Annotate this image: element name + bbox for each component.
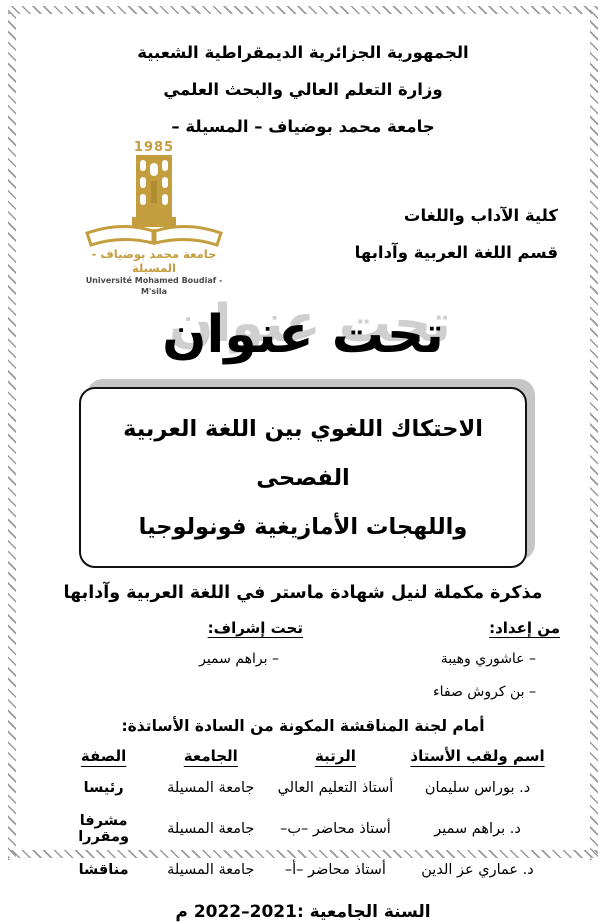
republic-line: الجمهورية الجزائرية الديمقراطية الشعبية [137, 43, 469, 62]
thesis-title-box [79, 387, 527, 568]
logo-year-label: 1985 [133, 140, 175, 155]
member-name: د. بوراس سليمان [424, 779, 531, 796]
logo-faculty-row [46, 140, 560, 296]
thesis-title-line2: واللهجات الأمازيغية فونولوجيا [138, 514, 468, 540]
ministry-line: وزارة التعلم العالي والبحث العلمي [163, 80, 443, 99]
committee-intro: أمام لجنة المناقشة المكونة من السادة الأساتذة: [121, 717, 485, 735]
member-rank: أستاذ محاضر –أ– [284, 861, 386, 878]
page-border-right [590, 8, 598, 860]
member-name: د. براهم سمير [434, 820, 521, 837]
preparation-column [303, 613, 560, 709]
thesis-note: مذكرة مكملة لنيل شهادة ماستر في اللغة العربية وآدابها [63, 583, 543, 603]
col-header-university: الجامعة [183, 747, 238, 765]
student-name: – بن كروش صفاء [433, 684, 536, 700]
committee-header-row [54, 741, 553, 771]
table-row [54, 771, 553, 804]
member-role: مشرفا ومقررا [78, 812, 129, 845]
member-role: رئيسا [83, 779, 124, 796]
member-role: مناقشا [78, 861, 129, 878]
member-university: جامعة المسيلة [167, 820, 255, 837]
member-name: د. عماري عز الدين [421, 861, 534, 878]
supervision-names [46, 643, 303, 676]
student-name: – عاشوري وهيبة [440, 651, 536, 667]
department-line: قسم اللغة العربية وآدابها [354, 243, 558, 262]
supervision-column [46, 613, 303, 709]
under-title-wordart: تحت عنوان [162, 305, 444, 365]
supervisor-name: – براهم سمير [199, 651, 279, 667]
member-university: جامعة المسيلة [167, 779, 255, 796]
member-university: جامعة المسيلة [167, 861, 255, 878]
people-section [46, 613, 560, 709]
university-logo [74, 141, 234, 297]
logo-name-arabic: جامعة محمد بوضياف - المسيلة [91, 247, 217, 275]
republic-header [46, 34, 560, 145]
university-line: جامعة محمد بوضياف – المسيلة – [171, 117, 435, 136]
member-rank: أستاذ محاضر –ب– [280, 820, 391, 837]
thesis-title-line1: الاحتكاك اللغوي بين اللغة العربية الفصحى [123, 416, 483, 491]
page-content [16, 16, 590, 922]
table-row [54, 853, 553, 886]
logo-name-french: Université Mohamed Boudiaf - M'sila [85, 276, 223, 296]
member-rank: أستاذ التعليم العالي [277, 779, 394, 796]
page-border-top [8, 6, 598, 14]
academic-year: السنة الجامعية :2021–2022 م [175, 902, 431, 922]
minaret-book-icon [79, 155, 229, 247]
col-header-role: الصفة [80, 747, 127, 765]
table-row [54, 804, 553, 853]
col-header-rank: الرتبة [314, 747, 356, 765]
preparation-label: من إعداد: [489, 619, 560, 637]
page-border-left [8, 8, 16, 860]
committee-table [54, 741, 553, 886]
faculty-block [355, 197, 558, 271]
supervision-label: تحت إشراف: [207, 619, 303, 637]
preparation-names [303, 643, 560, 709]
faculty-line: كلية الآداب واللغات [403, 206, 558, 225]
col-header-name: اسم ولقب الأستاذ [410, 747, 545, 765]
